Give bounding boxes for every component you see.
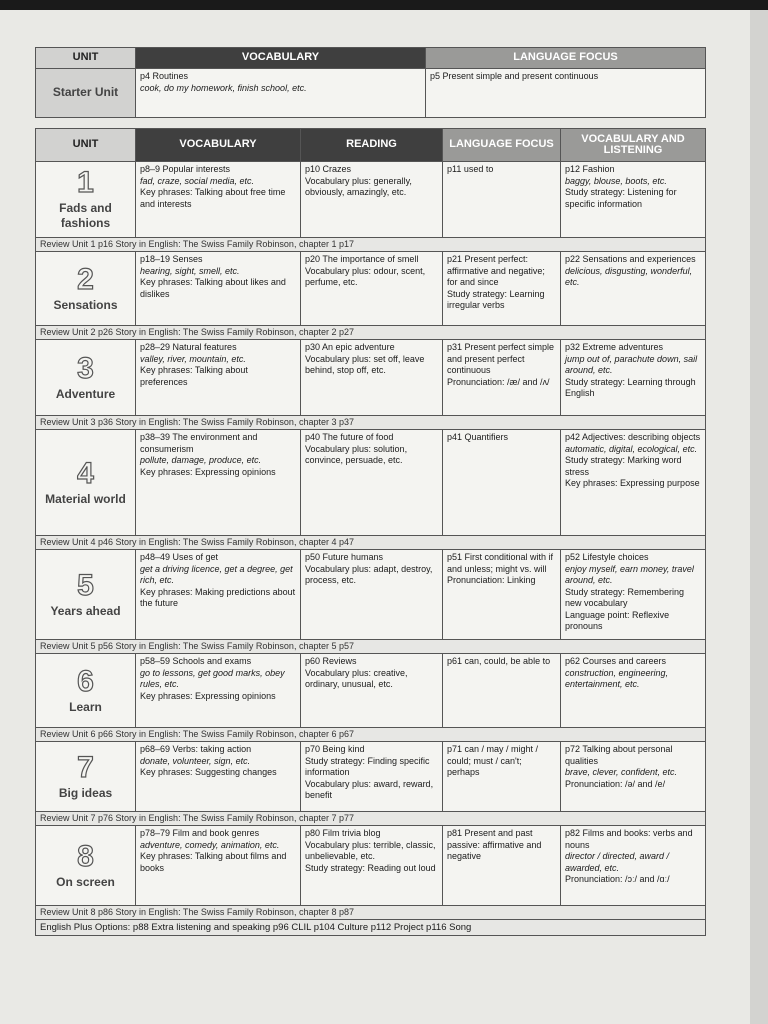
header-vocabulary: VOCABULARY (136, 48, 426, 69)
cell-line: p32 Extreme adventures (565, 342, 664, 352)
cell-line: p18–19 Senses (140, 254, 203, 264)
review-and-story-line: Review Unit 2 p26 Story in English: The Swiss Family Robinson, chapter 2 p27 (36, 326, 706, 340)
language-focus-cell (443, 430, 561, 536)
cell-line: p11 used to (447, 164, 494, 174)
vocabulary-listening-cell (561, 340, 706, 416)
cell-line: p72 Talking about personal qualities (565, 744, 673, 766)
cell-line: p62 Courses and careers (565, 656, 667, 666)
cell-line: Study strategy: Reading out loud (305, 862, 436, 873)
unit-name: Big ideas (58, 785, 113, 800)
reading-cell (301, 430, 443, 536)
vocabulary-listening-cell (561, 430, 706, 536)
cell-line: Pronunciation: /ə/ and /e/ (565, 778, 666, 789)
cell-line: p71 can / may / might / could; must / can't; perhaps (447, 744, 539, 777)
reading-cell (301, 162, 443, 238)
unit-name: Sensations (53, 297, 118, 312)
review-row (36, 906, 706, 920)
cell-line: Key phrases: Suggesting changes (140, 767, 277, 777)
unit-row (36, 162, 706, 238)
cell-line: p40 The future of food (305, 432, 394, 442)
review-row (36, 536, 706, 550)
reading-cell (301, 340, 443, 416)
language-focus-cell (443, 742, 561, 812)
cell-line: p50 Future humans (305, 552, 384, 562)
review-and-story-line: Review Unit 8 p86 Story in English: The Swiss Family Robinson, chapter 8 p87 (36, 906, 706, 920)
cell-line: construction, engineering, entertainment, etc. (565, 667, 669, 689)
reading-cell (301, 550, 443, 640)
cell-line: enjoy myself, earn money, travel around, etc. (565, 563, 694, 585)
review-and-story-line: Review Unit 5 p56 Story in English: The Swiss Family Robinson, chapter 5 p57 (36, 640, 706, 654)
cell-line: Vocabulary plus: set off, leave behind, stop off, etc. (305, 353, 425, 375)
reading-cell (301, 654, 443, 728)
reading-cell (301, 252, 443, 326)
starter-vocabulary-examples: cook, do my homework, finish school, etc. (140, 82, 307, 93)
unit-name: Learn (69, 699, 102, 714)
header-vocabulary: VOCABULARY (136, 129, 301, 162)
unit-row (36, 654, 706, 728)
cell-line: Study strategy: Remembering new vocabulary (565, 586, 685, 608)
cell-line: hearing, sight, smell, etc. (140, 265, 240, 276)
cell-line: get a driving licence, get a degree, get rich, etc. (140, 563, 293, 585)
review-and-story-line: Review Unit 1 p16 Story in English: The Swiss Family Robinson, chapter 1 p17 (36, 238, 706, 252)
vocabulary-cell (136, 430, 301, 536)
language-focus-cell (443, 654, 561, 728)
unit-cell (36, 162, 136, 238)
cell-line: p61 can, could, be able to (447, 656, 551, 666)
cell-line: pollute, damage, produce, etc. (140, 455, 262, 465)
cell-line: p42 Adjectives: describing objects (565, 432, 701, 442)
unit-row (36, 252, 706, 326)
review-row (36, 326, 706, 340)
header-unit: UNIT (36, 48, 136, 69)
language-focus-cell (443, 252, 561, 326)
cell-line: p51 First conditional with if and unless; might vs. will (447, 552, 554, 574)
cell-line: p20 The importance of smell (305, 254, 419, 264)
cell-line: Vocabulary plus: award, reward, benefit (305, 778, 434, 800)
unit-cell (36, 654, 136, 728)
cell-line: Key phrases: Making predictions about the future (140, 586, 296, 608)
unit-name: Years ahead (50, 603, 121, 618)
review-and-story-line: Review Unit 6 p66 Story in English: The Swiss Family Robinson, chapter 6 p67 (36, 728, 706, 742)
review-row (36, 812, 706, 826)
unit-name: On screen (56, 874, 115, 889)
cell-line: p48–49 Uses of get (140, 552, 219, 562)
unit-name: Fads and fashions (59, 201, 112, 230)
cell-line: director / directed, award / awarded, etc. (565, 851, 670, 873)
cell-line: Vocabulary plus: terrible, classic, unbelievable, etc. (305, 839, 436, 861)
cell-line: p38–39 The environment and consumerism (140, 432, 258, 454)
cell-line: Pronunciation: /ɔː/ and /ɑː/ (565, 874, 670, 884)
english-plus-options: English Plus Options: p88 Extra listening and speaking p96 CLIL p104 Culture p112 Project p116 Song (36, 920, 706, 936)
vocabulary-cell (136, 340, 301, 416)
unit-cell (36, 742, 136, 812)
unit-number: 8 (77, 839, 94, 873)
cell-line: p68–69 Verbs: taking action (140, 744, 252, 754)
review-and-story-line: Review Unit 4 p46 Story in English: The Swiss Family Robinson, chapter 4 p47 (36, 536, 706, 550)
unit-row (36, 430, 706, 536)
cell-line: brave, clever, confident, etc. (565, 767, 678, 777)
cell-line: Key phrases: Talking about free time and interests (140, 187, 286, 209)
cell-line: valley, river, mountain, etc. (140, 353, 246, 364)
contents-table (35, 128, 706, 936)
cell-line: Study strategy: Learning irregular verbs (447, 288, 545, 310)
cell-line: Key phrases: Talking about likes and dislikes (140, 277, 286, 299)
cell-line: p22 Sensations and experiences (565, 254, 696, 264)
page-right-edge (750, 10, 768, 1024)
header-unit: UNIT (36, 129, 136, 162)
cell-line: baggy, blouse, boots, etc. (565, 175, 667, 186)
reading-cell (301, 742, 443, 812)
vocabulary-cell (136, 550, 301, 640)
cell-line: Key phrases: Expressing opinions (140, 466, 276, 477)
vocabulary-listening-cell (561, 162, 706, 238)
cell-line: Pronunciation: /æ/ and /ʌ/ (447, 376, 550, 387)
cell-line: p41 Quantifiers (447, 432, 509, 442)
starter-unit-name: Starter Unit (36, 69, 136, 118)
unit-number: 1 (77, 166, 94, 199)
unit-number: 5 (77, 568, 94, 602)
starter-vocabulary-title: p4 Routines (140, 71, 189, 81)
cell-line: Study strategy: Listening for specific information (565, 187, 677, 209)
vocabulary-cell (136, 654, 301, 728)
review-row (36, 640, 706, 654)
cell-line: fad, craze, social media, etc. (140, 175, 255, 186)
cell-line: p80 Film trivia blog (305, 828, 381, 838)
cell-line: Vocabulary plus: solution, convince, persuade, etc. (305, 443, 408, 465)
unit-row (36, 742, 706, 812)
unit-row (36, 826, 706, 906)
cell-line: p60 Reviews (305, 656, 357, 666)
cell-line: Vocabulary plus: odour, scent, perfume, etc. (305, 265, 426, 287)
units-body (36, 162, 706, 920)
cell-line: p82 Films and books: verbs and nouns (565, 828, 693, 850)
unit-name: Adventure (55, 386, 116, 401)
review-row (36, 728, 706, 742)
language-focus-cell (443, 826, 561, 906)
cell-line: Study strategy: Learning through English (565, 376, 696, 398)
unit-number: 7 (77, 750, 94, 784)
cell-line: Key phrases: Expressing purpose (565, 478, 700, 488)
reading-cell (301, 826, 443, 906)
cell-line: adventure, comedy, animation, etc. (140, 839, 280, 850)
cell-line: p10 Crazes (305, 164, 352, 174)
cell-line: Key phrases: Talking about films and books (140, 851, 287, 873)
review-and-story-line: Review Unit 7 p76 Story in English: The Swiss Family Robinson, chapter 7 p77 (36, 812, 706, 826)
unit-cell (36, 550, 136, 640)
unit-number: 2 (77, 262, 94, 296)
cell-line: p81 Present and past passive: affirmative and negative (447, 828, 542, 861)
page-top-edge (0, 0, 768, 10)
cell-line: Pronunciation: Linking (447, 575, 536, 585)
vocabulary-listening-cell (561, 252, 706, 326)
cell-line: Study strategy: Finding specific information (305, 755, 430, 777)
vocabulary-cell (136, 742, 301, 812)
language-focus-cell (443, 162, 561, 238)
unit-number: 4 (77, 456, 94, 490)
unit-row (36, 340, 706, 416)
review-and-story-line: Review Unit 3 p36 Story in English: The Swiss Family Robinson, chapter 3 p37 (36, 416, 706, 430)
unit-cell (36, 430, 136, 536)
cell-line: donate, volunteer, sign, etc. (140, 755, 251, 766)
cell-line: p28–29 Natural features (140, 342, 237, 352)
cell-line: p31 Present perfect simple and present perfect continuous (447, 342, 555, 375)
cell-line: Vocabulary plus: adapt, destroy, process, etc. (305, 563, 433, 585)
cell-line: Language point: Reflexive pronouns (565, 609, 670, 631)
header-reading: READING (301, 129, 443, 162)
cell-line: Key phrases: Expressing opinions (140, 690, 276, 701)
unit-cell (36, 340, 136, 416)
cell-line: go to lessons, get good marks, obey rules, etc. (140, 667, 285, 689)
cell-line: p58–59 Schools and exams (140, 656, 252, 666)
cell-line: automatic, digital, ecological, etc. (565, 443, 698, 454)
review-row (36, 238, 706, 252)
vocabulary-cell (136, 162, 301, 238)
vocabulary-listening-cell (561, 550, 706, 640)
starter-unit-table (35, 47, 706, 118)
header-language-focus: LANGUAGE FOCUS (426, 48, 706, 69)
vocabulary-cell (136, 252, 301, 326)
unit-number: 3 (77, 351, 94, 385)
unit-name: Material world (45, 491, 126, 506)
cell-line: p78–79 Film and book genres (140, 828, 260, 838)
cell-line: p52 Lifestyle choices (565, 552, 649, 562)
review-row (36, 416, 706, 430)
vocabulary-listening-cell (561, 826, 706, 906)
header-vocabulary-and-listening: VOCABULARY AND LISTENING (561, 129, 706, 162)
unit-number: 6 (77, 664, 94, 698)
cell-line: jump out of, parachute down, sail around, etc. (565, 353, 698, 375)
cell-line: p21 Present perfect: affirmative and negative; for and since (447, 254, 545, 287)
header-language-focus: LANGUAGE FOCUS (443, 129, 561, 162)
vocabulary-listening-cell (561, 742, 706, 812)
cell-line: Vocabulary plus: creative, ordinary, unusual, etc. (305, 667, 408, 689)
cell-line: p70 Being kind (305, 744, 365, 754)
cell-line: Study strategy: Marking word stress (565, 455, 682, 477)
language-focus-cell (443, 340, 561, 416)
starter-vocabulary-cell (136, 69, 426, 118)
vocabulary-cell (136, 826, 301, 906)
cell-line: p30 An epic adventure (305, 342, 395, 352)
unit-cell (36, 252, 136, 326)
cell-line: delicious, disgusting, wonderful, etc. (565, 265, 693, 287)
cell-line: p8–9 Popular interests (140, 164, 231, 174)
cell-line: Vocabulary plus: generally, obviously, amazingly, etc. (305, 175, 412, 197)
cell-line: p12 Fashion (565, 164, 615, 174)
unit-row (36, 550, 706, 640)
cell-line: Key phrases: Talking about preferences (140, 365, 248, 387)
language-focus-cell (443, 550, 561, 640)
starter-language-focus: p5 Present simple and present continuous (426, 69, 706, 118)
unit-cell (36, 826, 136, 906)
vocabulary-listening-cell (561, 654, 706, 728)
